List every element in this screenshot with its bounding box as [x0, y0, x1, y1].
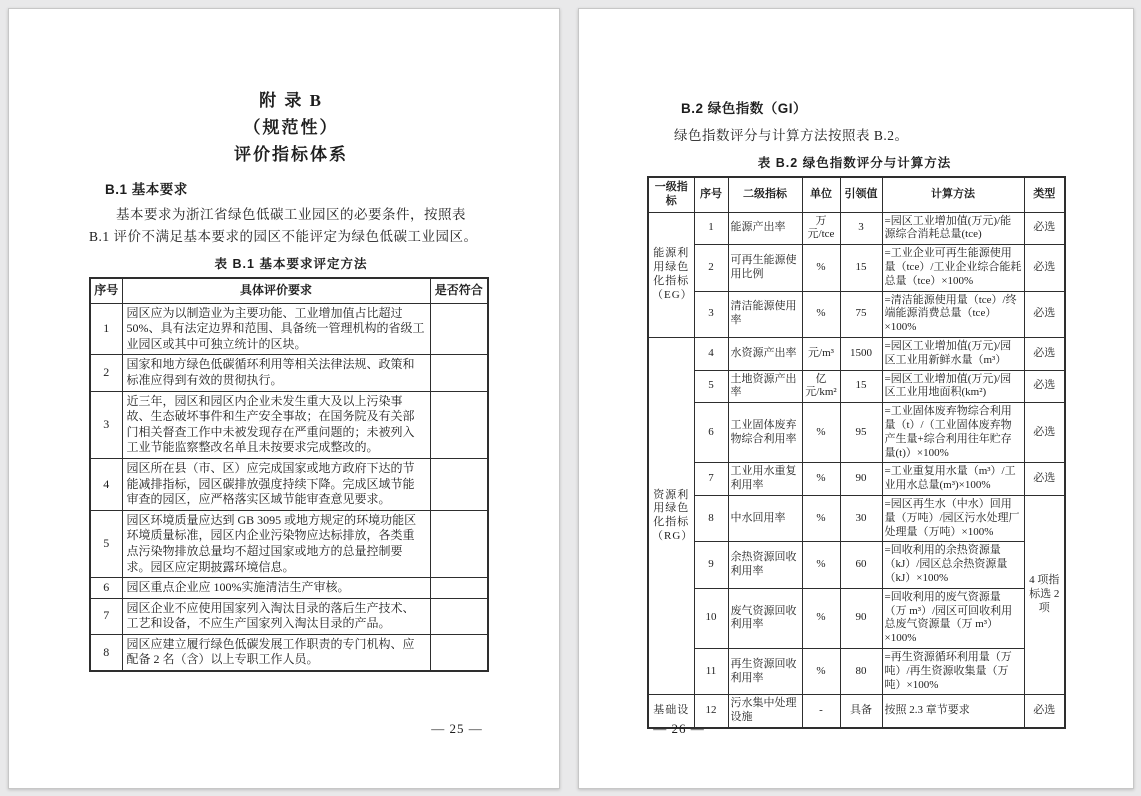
table-row: [648, 588, 1065, 648]
cell-no: 2: [694, 245, 728, 291]
cell-no: 1: [694, 212, 728, 245]
cell-unit: %: [802, 542, 840, 588]
page-number-26: — 26 —: [653, 721, 705, 736]
cell-no: 4: [694, 337, 728, 370]
cell-value: 80: [840, 648, 882, 694]
cell-value: 30: [840, 495, 882, 541]
cell-type: 必选: [1024, 337, 1065, 370]
cell-indicator: 污水集中处理设施: [728, 695, 802, 728]
cell-value: 60: [840, 542, 882, 588]
cell-requirement: 园区环境质量应达到 GB 3095 或地方规定的环境功能区环境质量标准，园区内企业污染物应达标排放，各类重点污染物排放总量均不超过国家或地方的总量控制要求。园区应定期披露环境信息。: [122, 510, 430, 577]
cell-value: 75: [840, 291, 882, 337]
cell-indicator: 可再生能源使用比例: [728, 245, 802, 291]
page-number-25: — 25 —: [431, 721, 483, 736]
cell-indicator: 再生资源回收利用率: [728, 648, 802, 694]
cell-type: 必选: [1024, 695, 1065, 728]
cell-value: 3: [840, 212, 882, 245]
col-header-no: 序号: [90, 278, 122, 303]
cell-unit: %: [802, 495, 840, 541]
cell-indicator: 工业固体废弃物综合利用率: [728, 403, 802, 463]
cell-no: 5: [694, 370, 728, 403]
cell-value: 具备: [840, 695, 882, 728]
table-row: [648, 212, 1065, 245]
cell-no: 8: [694, 495, 728, 541]
col-header-unit: 单位: [802, 177, 840, 212]
table-row: [648, 542, 1065, 588]
cell-compliance: [430, 634, 488, 671]
table-row: [648, 245, 1065, 291]
col-header-level2: 二级指标: [728, 177, 802, 212]
b1-paragraph-line2: B.1 评价不满足基本要求的园区不能评定为绿色低碳工业园区。: [89, 229, 478, 244]
document-page-26: [578, 8, 1134, 789]
cell-value: 90: [840, 463, 882, 496]
table-b2-header-row: [648, 177, 1065, 212]
cell-method: =回收利用的余热资源量（kJ）/园区总余热资源量（kJ）×100%: [882, 542, 1024, 588]
table-row: [648, 648, 1065, 694]
table-row: [90, 391, 488, 458]
cell-unit: %: [802, 588, 840, 648]
cell-method: =园区工业增加值(万元)/园区工业用新鲜水量（m³）: [882, 337, 1024, 370]
cell-type-merged: 4 项指标选 2 项: [1024, 495, 1065, 694]
cell-method: =工业企业可再生能源使用量（tce）/工业企业综合能耗总量（tce）×100%: [882, 245, 1024, 291]
col-header-compliance: 是否符合: [430, 278, 488, 303]
cell-no: 5: [90, 510, 122, 577]
cell-unit: 亿元/km²: [802, 370, 840, 403]
cell-requirement: 园区应为以制造业为主要功能、工业增加值占比超过 50%、具有法定边界和范围、具备统一管理机构的省级工业园区或其中可独立统计的区块。: [122, 303, 430, 355]
col-header-level1: 一级指标: [648, 177, 694, 212]
table-row: [90, 458, 488, 510]
cell-no: 3: [90, 391, 122, 458]
cell-compliance: [430, 458, 488, 510]
table-row: [90, 578, 488, 599]
cell-method: 按照 2.3 章节要求: [882, 695, 1024, 728]
cell-requirement: 国家和地方绿色低碳循环利用等相关法律法规、政策和标准应得到有效的贯彻执行。: [122, 355, 430, 391]
table-b1-caption: 表 B.1 基本要求评定方法: [214, 257, 368, 271]
cell-requirement: 近三年，园区和园区内企业未发生重大及以上污染事故、生态破坏事件和生产安全事故；在国务院及有关部门相关督查工作中未被发现存在严重问题的；未被列入工业节能监察整改名单且未按要求完成整改的。: [122, 391, 430, 458]
cell-indicator: 清洁能源使用率: [728, 291, 802, 337]
cell-type: 必选: [1024, 403, 1065, 463]
appendix-title: [89, 87, 493, 168]
b1-paragraph-line1: 基本要求为浙江省绿色低碳工业园区的必要条件，按照表: [116, 207, 466, 222]
table-row: [648, 495, 1065, 541]
cell-value: 15: [840, 370, 882, 403]
col-header-requirement: 具体评价要求: [122, 278, 430, 303]
cell-type: 必选: [1024, 291, 1065, 337]
table-row: [90, 598, 488, 634]
cell-unit: -: [802, 695, 840, 728]
cell-requirement: 园区应建立履行绿色低碳发展工作职责的专门机构、应配备 2 名（含）以上专职工作人员。: [122, 634, 430, 671]
b2-paragraph: 绿色指数评分与计算方法按照表 B.2。: [674, 128, 909, 143]
appendix-title-line1: 附 录 B: [259, 91, 323, 110]
table-b1: [89, 277, 489, 672]
cell-indicator: 水资源产出率: [728, 337, 802, 370]
cell-unit: %: [802, 291, 840, 337]
table-b2-caption: 表 B.2 绿色指数评分与计算方法: [757, 156, 952, 170]
cell-no: 7: [694, 463, 728, 496]
group-cell-rg: 资源利用绿色化指标（RG）: [648, 337, 694, 694]
cell-compliance: [430, 510, 488, 577]
cell-compliance: [430, 303, 488, 355]
col-header-target: 引领值: [840, 177, 882, 212]
cell-type: 必选: [1024, 245, 1065, 291]
cell-unit: %: [802, 648, 840, 694]
cell-indicator: 废气资源回收利用率: [728, 588, 802, 648]
col-header-type: 类型: [1024, 177, 1065, 212]
cell-compliance: [430, 598, 488, 634]
cell-value: 95: [840, 403, 882, 463]
cell-no: 8: [90, 634, 122, 671]
cell-value: 90: [840, 588, 882, 648]
cell-indicator: 土地资源产出率: [728, 370, 802, 403]
cell-method: =工业重复用水量（m³）/工业用水总量(m³)×100%: [882, 463, 1024, 496]
cell-no: 4: [90, 458, 122, 510]
table-row: [648, 337, 1065, 370]
cell-indicator: 中水回用率: [728, 495, 802, 541]
table-row: [90, 355, 488, 391]
cell-no: 10: [694, 588, 728, 648]
table-row: [648, 403, 1065, 463]
cell-method: =园区工业增加值(万元)/能源综合消耗总量(tce): [882, 212, 1024, 245]
cell-requirement: 园区企业不应使用国家列入淘汰目录的落后生产技术、工艺和设备，不应生产国家列入淘汰目录的产品。: [122, 598, 430, 634]
col-header-no: 序号: [694, 177, 728, 212]
cell-type: 必选: [1024, 370, 1065, 403]
group-cell-infrastructure: 基础设: [648, 695, 694, 728]
cell-compliance: [430, 391, 488, 458]
cell-value: 1500: [840, 337, 882, 370]
cell-value: 15: [840, 245, 882, 291]
cell-no: 3: [694, 291, 728, 337]
cell-no: 6: [694, 403, 728, 463]
table-b2: [647, 176, 1066, 729]
cell-unit: %: [802, 245, 840, 291]
section-b1-heading: B.1 基本要求: [105, 182, 188, 197]
section-b2-heading: B.2 绿色指数（GI）: [681, 101, 808, 116]
cell-compliance: [430, 578, 488, 599]
cell-unit: 万元/tce: [802, 212, 840, 245]
cell-requirement: 园区重点企业应 100%实施清洁生产审核。: [122, 578, 430, 599]
table-row: [648, 370, 1065, 403]
cell-no: 1: [90, 303, 122, 355]
table-row: [648, 463, 1065, 496]
cell-unit: 元/m³: [802, 337, 840, 370]
cell-method: =园区再生水（中水）回用量（万吨）/园区污水处理厂处理量（万吨）×100%: [882, 495, 1024, 541]
cell-no: 6: [90, 578, 122, 599]
cell-method: =再生资源循环利用量（万吨）/再生资源收集量（万吨）×100%: [882, 648, 1024, 694]
cell-indicator: 余热资源回收利用率: [728, 542, 802, 588]
table-row: [90, 634, 488, 671]
appendix-title-line2: （规范性）: [243, 118, 339, 137]
cell-no: 9: [694, 542, 728, 588]
cell-type: 必选: [1024, 212, 1065, 245]
appendix-title-line3: 评价指标体系: [234, 145, 348, 164]
cell-method: =工业固体废弃物综合利用量（t）/（工业固体废弃物产生量+综合利用往年贮存量(t)）×100%: [882, 403, 1024, 463]
cell-no: 2: [90, 355, 122, 391]
cell-indicator: 能源产出率: [728, 212, 802, 245]
group-cell-eg: 能源利用绿色化指标（EG）: [648, 212, 694, 337]
cell-type: 必选: [1024, 463, 1065, 496]
document-page-25: [8, 8, 560, 789]
cell-method: =清洁能源使用量（tce）/终端能源消费总量（tce）×100%: [882, 291, 1024, 337]
col-header-method: 计算方法: [882, 177, 1024, 212]
cell-no: 7: [90, 598, 122, 634]
cell-no: 11: [694, 648, 728, 694]
cell-indicator: 工业用水重复利用率: [728, 463, 802, 496]
table-b1-header-row: [90, 278, 488, 303]
table-row: [90, 510, 488, 577]
cell-unit: %: [802, 403, 840, 463]
cell-method: =园区工业增加值(万元)/园区工业用地面积(km²): [882, 370, 1024, 403]
cell-unit: %: [802, 463, 840, 496]
table-row: [90, 303, 488, 355]
cell-requirement: 园区所在县（市、区）应完成国家或地方政府下达的节能减排指标，园区碳排放强度持续下降。完成区域节能审查的园区，应严格落实区域节能审查意见要求。: [122, 458, 430, 510]
table-row: [648, 291, 1065, 337]
cell-method: =回收利用的废气资源量（万 m³）/园区可回收利用总废气资源量（万 m³）×100%: [882, 588, 1024, 648]
cell-no: 12: [694, 695, 728, 728]
cell-compliance: [430, 355, 488, 391]
